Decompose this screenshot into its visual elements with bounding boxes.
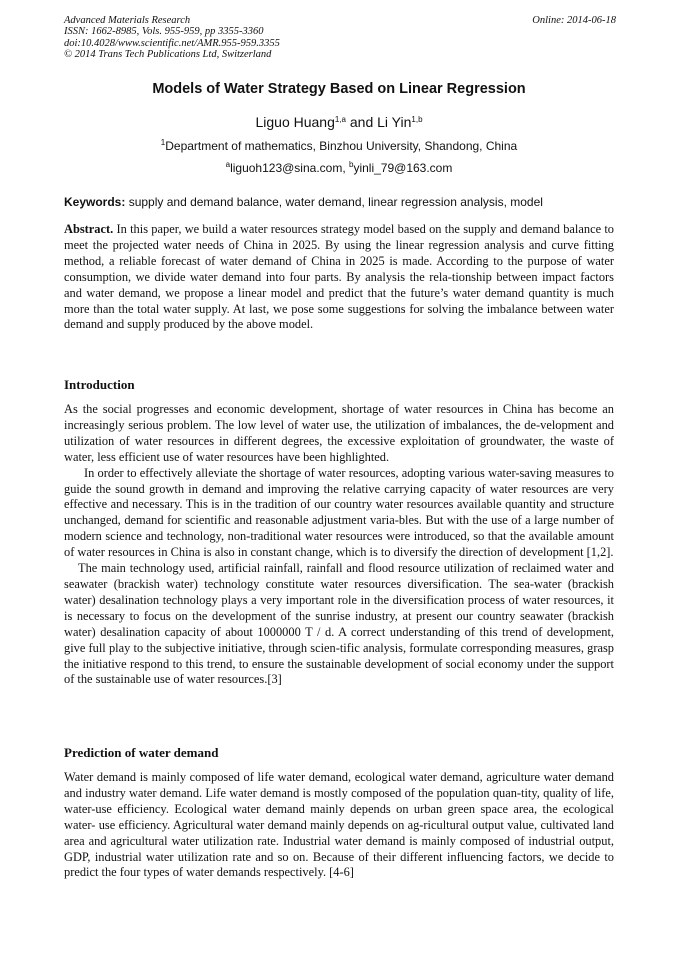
abstract <box>64 222 618 333</box>
online-date: Online: 2014-06-18 <box>532 15 616 26</box>
affiliation-mark: 1 <box>160 138 166 147</box>
author-1-affiliation-mark: 1,a <box>334 115 346 124</box>
author-2-name: Li Yin <box>377 114 412 130</box>
prediction-paragraph: Water demand is mainly composed of life water demand, ecological water demand, agriculture water demand and industry water demand. Life water demand is mostly composed of the population quan-tity, quality of life, water-use efficiency. Ecological water demand mainly depends on urban green space area, the ecological water- use efficiency. Agricultural water demand mainly depends on ag-ricultural output value, cultivated land area and agricultural water utilization rate. Industrial water demand is mainly composed of industrial output, GDP, industrial water utilization rate and so on. Because of their different influencing factors, we decide to predict the four types of water demands respectively. [4-6] <box>64 770 614 880</box>
keywords-label: Keywords: <box>64 195 126 209</box>
email-a-mark: a <box>225 160 231 169</box>
keywords-text: supply and demand balance, water demand, linear regression analysis, model <box>125 195 543 209</box>
author-conjunction: and <box>346 114 378 130</box>
journal-name: Advanced Materials Research <box>64 15 191 26</box>
prediction-heading: Prediction of water demand <box>64 745 219 760</box>
affiliation-line <box>0 139 678 153</box>
abstract-text: In this paper, we build a water resources strategy model based on the supply and demand balance to meet the projected water needs of China in 2025. By using the linear regression analysis and curve fitting method, a reliable forecast of water demand of China in 2025 is made. According to the purpose of water consumption, we divide water demand into four parts. By analysis the rela-tionship between impact factors and water demand, we propose a linear model and predict that the future’s water demand quantity is much more than the total water supply. At last, we pose some suggestions for solving the imbalance between water demand and supply produced by the above model. <box>64 222 618 332</box>
introduction-body <box>64 402 614 688</box>
doi-line: doi:10.4028/www.scientific.net/AMR.955-959.3355 <box>64 37 280 49</box>
paper-title: Models of Water Strategy Based on Linear Regression <box>152 81 526 97</box>
affiliation-text: Department of mathematics, Binzhou University, Shandong, China <box>165 139 518 153</box>
introduction-paragraph: The main technology used, artificial rainfall, rainfall and flood resource utilization of reclaimed water and seawater (brackish water) technology constitute water resources diversification. The sea-water (brackish water) desalination technology plays a very important role in the diversification process of water resources, it is necessary to focus on the development of the sunrise industry, at present our country seawater (brackish water) desalination capacity of about 1000000 T / d. A correct understanding of this trend of development, give full play to the subjective initiative, through scien-tific analysis, formulate corresponding measures, grasp the initiative respond to this trend, to ensure the sustainable development of social economy under the support of the sustainable use of water resources.[3] <box>64 561 614 687</box>
email-a: liguoh123@sina.com, <box>230 161 349 175</box>
keywords <box>64 195 616 209</box>
author-1-name: Liguo Huang <box>255 114 335 130</box>
introduction-heading: Introduction <box>64 377 135 392</box>
email-line <box>0 161 678 175</box>
abstract-label: Abstract. <box>64 222 114 236</box>
author-line <box>0 114 678 130</box>
introduction-paragraph: As the social progresses and economic development, shortage of water resources in China has become an increasingly serious problem. The low level of water use, the utilization of imbalances, the de-velopment and utilization of water resources in different degrees, the excessive exploitation of groundwater, the waste of water, less efficient use of water resources have been highlighted. <box>64 402 614 464</box>
copyright-line: © 2014 Trans Tech Publications Ltd, Switzerland <box>64 49 272 61</box>
issn-line: ISSN: 1662-8985, Vols. 955-959, pp 3355-3360 <box>64 26 264 38</box>
journal-header <box>64 15 616 61</box>
email-b-mark: b <box>349 160 354 169</box>
introduction-paragraph: In order to effectively alleviate the shortage of water resources, adopting various water-saving measures to guide the sound growth in demand and improving the relative carrying capacity of water resources are very effective and necessary. This is in the tradition of our country water resources available quantity and structure unchanged, demand for scientific and reasonable adjustment varia-bles. But with the use of a large number of modern science and technology, non-traditional water resources were introduced, so that the available amount of water resources in China is also in constant change, which is to diversify the direction of development [1,2]. <box>64 465 614 560</box>
email-b: yinli_79@163.com <box>353 161 453 175</box>
author-2-affiliation-mark: 1,b <box>411 115 423 124</box>
prediction-body <box>64 770 614 881</box>
